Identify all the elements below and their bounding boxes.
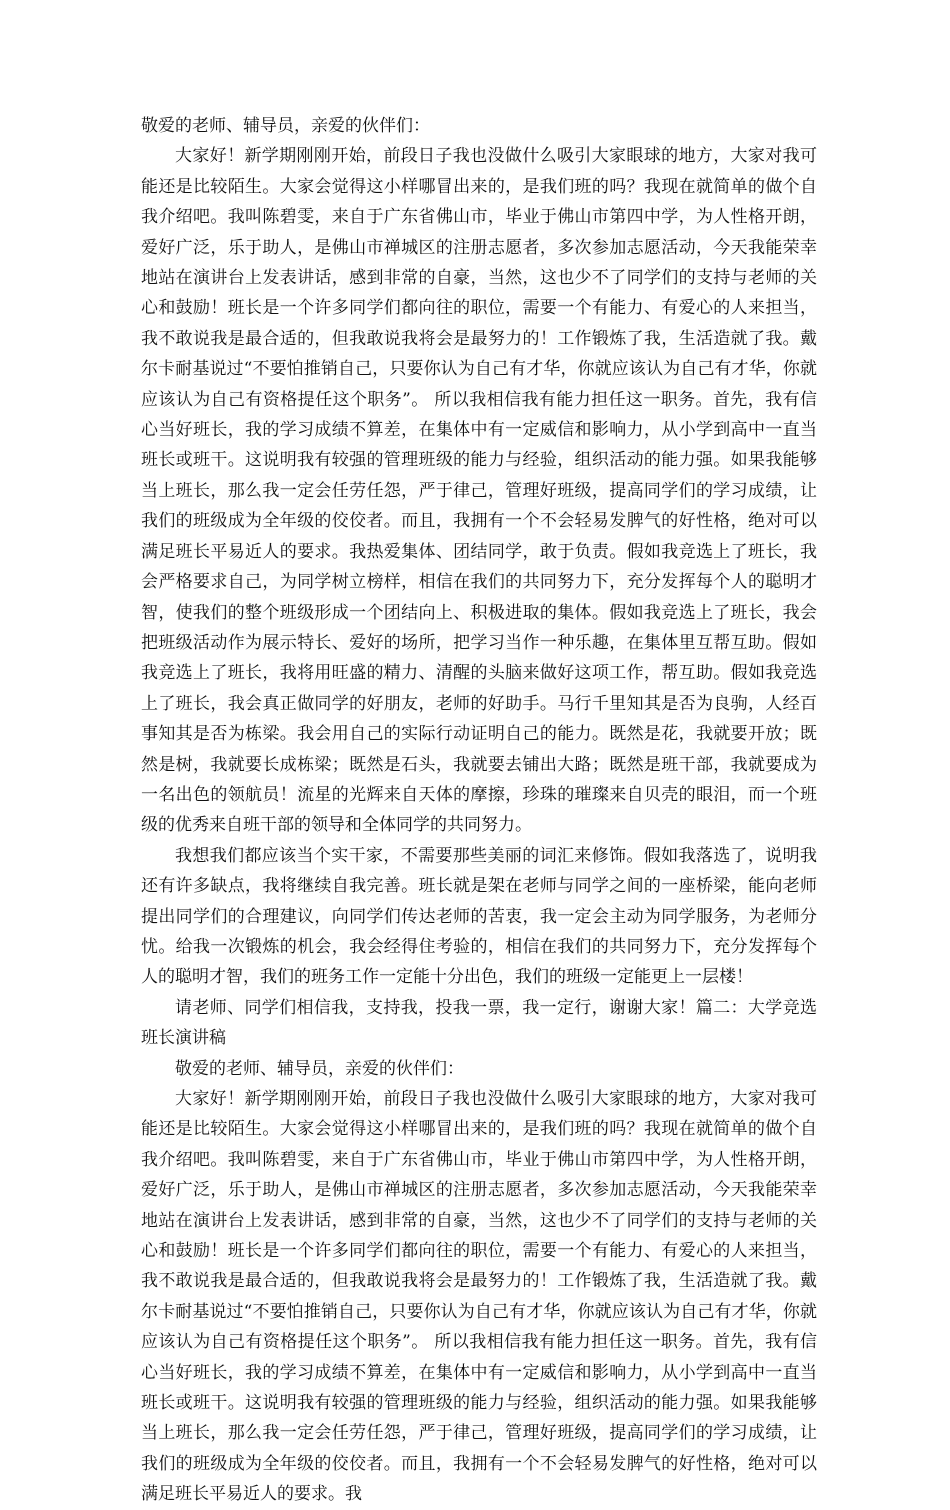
salutation-paragraph: 敬爱的老师、辅导员，亲爱的伙伴们： — [141, 116, 430, 136]
body-paragraph-introduction: 大家好！新学期刚刚开始，前段日子我也没做什么吸引大家眼球的地方，大家对我可能还是比较陌生。大家会觉得这小样哪冒出来的，是我们班的吗？我现在就简单的做个自我介绍吧。我叫陈碧雯，来自于广东省佛山市，毕业于佛山市第四中学，为人性格开朗，爱好广泛，乐于助人，是佛山市禅城区的注册志愿者，多次参加志愿活动，今天我能荣幸地站在演讲台上发表讲话，感到非常的自豪，当然，这也少不了同学们的支持与老师的关心和鼓励！班长是一个许多同学们都向往的职位，需要一个有能力、有爱心的人来担当，我不敢说我是最合适的，但我敢说我将会是最努力的！工作锻炼了我，生活造就了我。戴尔卡耐基说过“不要怕推销自己，只要你认为自己有才华，你就应该认为自己有才华，你就应该认为自己有资格提任这个职务”。 所以我相信我有能力担任这一职务。首先，我有信心当好班长，我的学习成绩不算差，在集体中有一定威信和影响力，从小学到高中一直当班长或班干。这说明我有较强的管理班级的能力与经验，组织活动的能力强。如果我能够当上班长，那么我一定会任劳任怨，严于律己，管理好班级，提高同学们的学习成绩，让我们的班级成为全年级的佼佼者。而且，我拥有一个不会轻易发脾气的好性格，绝对可以满足班长平易近人的要求。我热爱集体、团结同学，敢于负责。假如我竞选上了班长，我会严格要求自己，为同学树立榜样，相信在我们的共同努力下，充分发挥每个人的聪明才智，使我们的整个班级形成一个团结向上、积极进取的集体。假如我竞选上了班长，我会把班级活动作为展示特长、爱好的场所，把学习当作一种乐趣，在集体里互帮互助。假如我竞选上了班长，我将用旺盛的精力、清醒的头脑来做好这项工作，帮互助。假如我竞选上了班长，我会真正做同学的好朋友，老师的好助手。马行千里知其是否为良驹，人经百事知其是否为栋梁。我会用自己的实际行动证明自己的能力。既然是花，我就要开放；既然是树，我就要长成栋梁；既然是石头，我就要去铺出大路；既然是班干部，我就要成为一名出色的领航员！流星的光辉来自天体的摩擦，珍珠的璀璨来自贝壳的眼泪，而一个班级的优秀来自班干部的领导和全体同学的共同努力。 — [141, 146, 817, 836]
body-paragraph-closing: 请老师、同学们相信我，支持我，投我一票，我一定行，谢谢大家！篇二：大学竞选班长演讲稿 — [141, 997, 817, 1049]
body-paragraph-resolve: 我想我们都应该当个实干家，不需要那些美丽的词汇来修饰。假如我落选了，说明我还有许多缺点，我将继续自我完善。班长就是架在老师与同学之间的一座桥梁，能向老师提出同学们的合理建议，向同学们传达老师的苦衷，我一定会主动为同学服务，为老师分忧。给我一次锻炼的机会，我会经得住考验的，相信在我们的共同努力下，充分发挥每个人的聪明才智，我们的班务工作一定能十分出色，我们的班级一定能更上一层楼！ — [141, 845, 817, 988]
document-page — [141, 111, 817, 1510]
body-paragraph-introduction-second: 大家好！新学期刚刚开始，前段日子我也没做什么吸引大家眼球的地方，大家对我可能还是比较陌生。大家会觉得这小样哪冒出来的，是我们班的吗？我现在就简单的做个自我介绍吧。我叫陈碧雯，来自于广东省佛山市，毕业于佛山市第四中学，为人性格开朗，爱好广泛，乐于助人，是佛山市禅城区的注册志愿者，多次参加志愿活动，今天我能荣幸地站在演讲台上发表讲话，感到非常的自豪，当然，这也少不了同学们的支持与老师的关心和鼓励！班长是一个许多同学们都向往的职位，需要一个有能力、有爱心的人来担当，我不敢说我是最合适的，但我敢说我将会是最努力的！工作锻炼了我，生活造就了我。戴尔卡耐基说过“不要怕推销自己，只要你认为自己有才华，你就应该认为自己有才华，你就应该认为自己有资格提任这个职务”。 所以我相信我有能力担任这一职务。首先，我有信心当好班长，我的学习成绩不算差，在集体中有一定威信和影响力，从小学到高中一直当班长或班干。这说明我有较强的管理班级的能力与经验，组织活动的能力强。如果我能够当上班长，那么我一定会任劳任怨，严于律己，管理好班级，提高同学们的学习成绩，让我们的班级成为全年级的佼佼者。而且，我拥有一个不会轻易发脾气的好性格，绝对可以满足班长平易近人的要求。我 — [141, 1089, 817, 1505]
salutation-paragraph-second: 敬爱的老师、辅导员，亲爱的伙伴们： — [175, 1058, 464, 1079]
